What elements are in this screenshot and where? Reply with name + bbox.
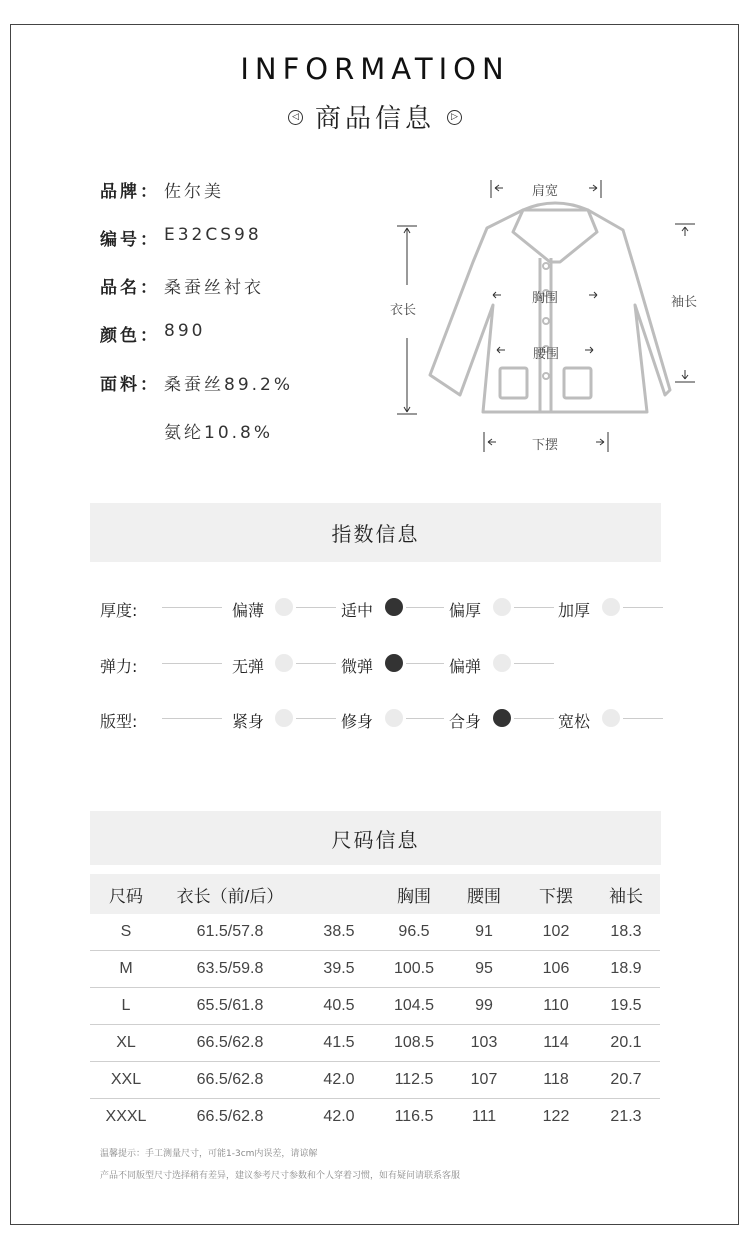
cell-length: 63.5/59.8: [162, 951, 298, 988]
hem-label: 下摆: [532, 438, 559, 453]
cell-hem: 114: [520, 1025, 592, 1062]
cell-waist: 95: [448, 951, 520, 988]
code-value: E32CS98: [164, 225, 262, 245]
header-shoulder: [298, 874, 380, 914]
fit-label: 版型:: [100, 712, 138, 731]
title-english: INFORMATION: [240, 52, 510, 86]
divider-line: [296, 718, 336, 719]
cell-length: 66.5/62.8: [162, 1062, 298, 1099]
fit-option-loose: 宽松: [558, 712, 591, 731]
cell-waist: 99: [448, 988, 520, 1025]
cell-shoulder: 42.0: [323, 1108, 355, 1125]
elasticity-dot-stretchy: [493, 654, 511, 672]
header-length: 衣长（前/后）: [162, 874, 298, 914]
brand-value: 佐尔美: [164, 182, 224, 202]
fit-option-tight: 紧身: [232, 712, 265, 731]
cell-sleeve: 19.5: [592, 988, 660, 1025]
fit-option-slim: 修身: [341, 712, 374, 731]
cell-hem: 122: [542, 1108, 570, 1125]
name-label: 品名：: [100, 278, 160, 298]
right-arrow-icon: ▷: [447, 110, 462, 125]
divider-line: [514, 607, 554, 608]
length-label: 衣长: [390, 303, 417, 318]
fabric-value-2: 氨纶10.8%: [164, 423, 274, 443]
cell-sleeve: 20.1: [592, 1025, 660, 1062]
fabric-label: 面料：: [100, 375, 160, 395]
fit-dot-regular-selected: [493, 709, 511, 727]
cell-chest: 108.5: [380, 1025, 448, 1062]
color-value: 890: [164, 321, 206, 341]
header-hem: 下摆: [520, 874, 592, 914]
divider-line: [514, 718, 554, 719]
name-value: 桑蚕丝衬衣: [164, 278, 264, 298]
waist-label: 腰围: [533, 347, 560, 362]
divider-line: [406, 663, 444, 664]
cell-shoulder: 42.0: [298, 1062, 380, 1099]
cell-sleeve: 18.9: [592, 951, 660, 988]
divider-line: [514, 663, 554, 664]
left-arrow-icon: ◁: [288, 110, 303, 125]
cell-shoulder: 38.5: [298, 914, 380, 951]
header-sleeve: 袖长: [592, 874, 660, 914]
cell-size: S: [90, 914, 162, 951]
cell-chest: 100.5: [380, 951, 448, 988]
cell-length: 61.5/57.8: [162, 914, 298, 951]
cell-waist: 111: [471, 1108, 497, 1125]
cell-sleeve: 18.3: [592, 914, 660, 951]
thickness-dot-medium-selected: [385, 598, 403, 616]
size-section-title: 尺码信息: [90, 811, 661, 865]
color-label: 颜色：: [100, 326, 160, 346]
size-table: [90, 874, 660, 1135]
divider-line: [296, 663, 336, 664]
size-table-header: [90, 874, 660, 914]
table-row: [90, 914, 660, 951]
divider-line: [162, 663, 222, 664]
header-waist: 腰围: [448, 874, 520, 914]
cell-hem: 106: [520, 951, 592, 988]
elasticity-option-none: 无弹: [232, 657, 265, 676]
cell-chest: 96.5: [380, 914, 448, 951]
divider-line: [623, 718, 663, 719]
divider-line: [162, 607, 222, 608]
cell-sleeve: 20.7: [592, 1062, 660, 1099]
fit-option-regular: 合身: [449, 712, 482, 731]
cell-length: 66.5/62.8: [196, 1108, 264, 1125]
header-size: 尺码: [90, 874, 162, 914]
shirt-diagram: [385, 170, 715, 460]
brand-label: 品牌：: [100, 182, 160, 202]
fit-dot-loose: [602, 709, 620, 727]
cell-waist: 107: [448, 1062, 520, 1099]
cell-hem: 110: [520, 988, 592, 1025]
index-section-title: 指数信息: [90, 503, 661, 562]
code-label: 编号：: [100, 230, 160, 250]
thickness-option-medium: 适中: [341, 601, 374, 620]
table-row: [90, 951, 660, 988]
cell-waist: 91: [448, 914, 520, 951]
sleeve-label: 袖长: [671, 295, 698, 310]
thickness-option-thick: 偏厚: [449, 601, 482, 620]
cell-shoulder: 40.5: [298, 988, 380, 1025]
divider-line: [296, 607, 336, 608]
thickness-label: 厚度:: [100, 601, 138, 620]
divider-line: [162, 718, 222, 719]
note-measurement: 温馨提示：手工测量尺寸，可能1-3cm内误差，请谅解: [100, 1149, 318, 1159]
thickness-dot-thick: [493, 598, 511, 616]
cell-sleeve: 21.3: [610, 1108, 642, 1125]
elasticity-label: 弹力:: [100, 657, 138, 676]
thickness-dot-thin: [275, 598, 293, 616]
fabric-value-1: 桑蚕丝89.2%: [164, 375, 294, 395]
chest-label: 胸围: [532, 291, 559, 306]
thickness-dot-extra-thick: [602, 598, 620, 616]
cell-shoulder: 41.5: [298, 1025, 380, 1062]
elasticity-option-stretchy: 偏弹: [449, 657, 482, 676]
shoulder-label: 肩宽: [532, 184, 559, 199]
cell-chest: 112.5: [380, 1062, 448, 1099]
cell-size: L: [90, 988, 162, 1025]
table-row: [90, 1099, 660, 1136]
cell-shoulder: 39.5: [298, 951, 380, 988]
cell-chest: 104.5: [380, 988, 448, 1025]
cell-chest: 116.5: [394, 1108, 434, 1125]
title-chinese: [0, 98, 750, 135]
cell-length: 66.5/62.8: [162, 1025, 298, 1062]
table-row: [90, 1062, 660, 1099]
cell-size: XXL: [90, 1062, 162, 1099]
title-chinese-text: 商品信息: [314, 104, 435, 134]
cell-hem: 118: [520, 1062, 592, 1099]
cell-size: XXXL: [105, 1108, 147, 1125]
divider-line: [406, 718, 444, 719]
cell-length: 65.5/61.8: [162, 988, 298, 1025]
header-chest: 胸围: [380, 874, 448, 914]
divider-line: [623, 607, 663, 608]
elasticity-dot-slight-selected: [385, 654, 403, 672]
cell-hem: 102: [520, 914, 592, 951]
table-row: [90, 1025, 660, 1062]
cell-size: M: [90, 951, 162, 988]
fit-dot-tight: [275, 709, 293, 727]
elasticity-dot-none: [275, 654, 293, 672]
cell-size: XL: [90, 1025, 162, 1062]
table-row: [90, 988, 660, 1025]
thickness-option-thin: 偏薄: [232, 601, 265, 620]
fit-dot-slim: [385, 709, 403, 727]
thickness-option-extra-thick: 加厚: [558, 601, 591, 620]
shirt-collar: [513, 203, 597, 262]
elasticity-option-slight: 微弹: [341, 657, 374, 676]
note-fit-advice: 产品不同版型尺寸选择稍有差异，建议参考尺寸参数和个人穿着习惯，如有疑问请联系客服: [100, 1171, 461, 1181]
divider-line: [406, 607, 444, 608]
cell-waist: 103: [448, 1025, 520, 1062]
